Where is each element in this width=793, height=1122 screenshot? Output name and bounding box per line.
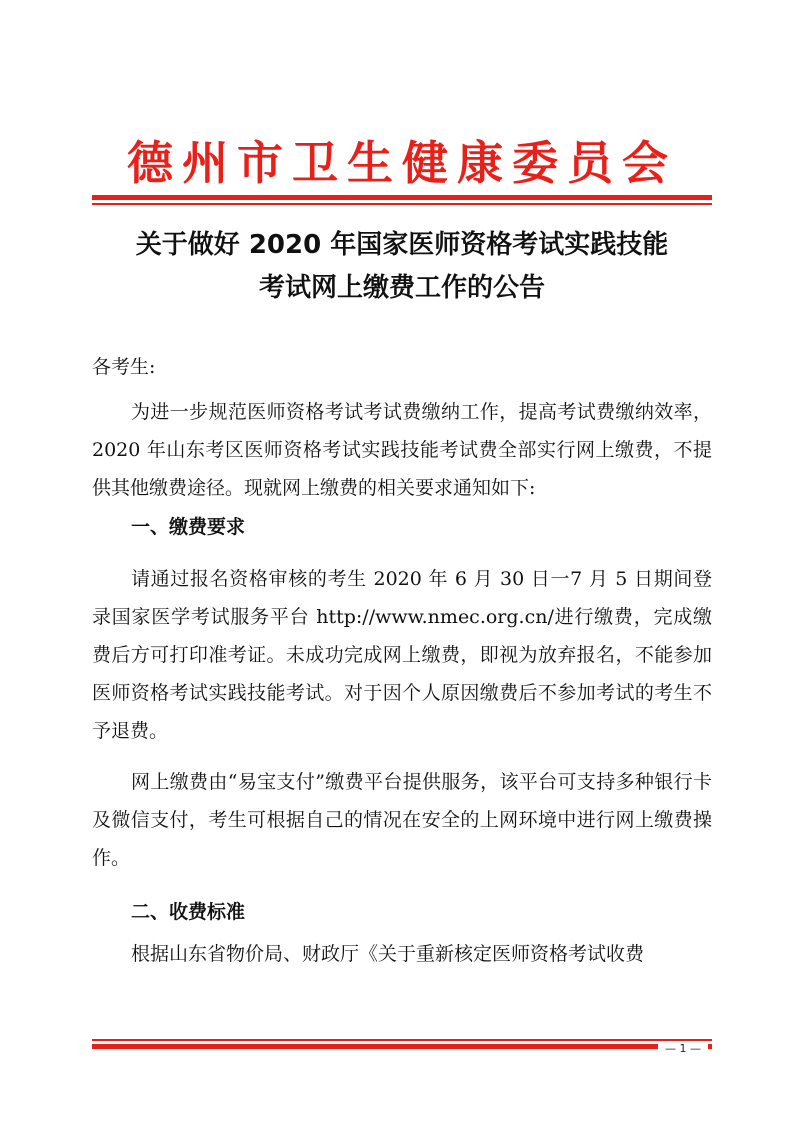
notice-title-line-2: 考试网上缴费工作的公告 bbox=[258, 273, 545, 303]
header-divider-thick bbox=[92, 195, 712, 200]
notice-title-line-1: 关于做好 2020 年国家医师资格考试实践技能 bbox=[135, 230, 669, 260]
page-number: — 1 — bbox=[658, 1042, 708, 1056]
section-heading-fee-standard: 二、收费标准 bbox=[131, 901, 246, 923]
header-divider-thin bbox=[92, 203, 712, 205]
paragraph-intro: 为进一步规范医师资格考试考试费缴纳工作，提高考试费缴纳效率，2020 年山东考区医师资格考试实践技能考试费全部实行网上缴费，不提供其他缴费途径。现就网上缴费的相关要求通知如下: bbox=[92, 401, 712, 499]
salutation: 各考生: bbox=[92, 356, 156, 378]
paragraph-fee-standard: 根据山东省物价局、财政厅《关于重新核定医师资格考试收费 bbox=[131, 943, 645, 965]
section-heading-payment-requirements: 一、缴费要求 bbox=[131, 516, 246, 538]
footer-divider-thin bbox=[92, 1039, 712, 1041]
footer-divider-thick bbox=[92, 1044, 712, 1049]
paragraph-payment-platform: 网上缴费由“易宝支付”缴费平台提供服务，该平台可支持多种银行卡及微信支付，考生可根据自己的情况在安全的上网环境中进行网上缴费操作。 bbox=[92, 771, 712, 869]
paragraph-payment-requirements: 请通过报名资格审核的考生 2020 年 6 月 30 日一7 月 5 日期间登录国家医学考试服务平台 http://www.nmec.org.cn/进行缴费，完成缴费后方可打印准考证。未成功完成网上缴费，即视为放弃报名，不能参加医师资格考试实践技能考试。对于因个人原因缴费后不参加考试的考生不予退费。 bbox=[92, 568, 712, 742]
organization-header: 德州市卫生健康委员会 bbox=[127, 136, 677, 190]
